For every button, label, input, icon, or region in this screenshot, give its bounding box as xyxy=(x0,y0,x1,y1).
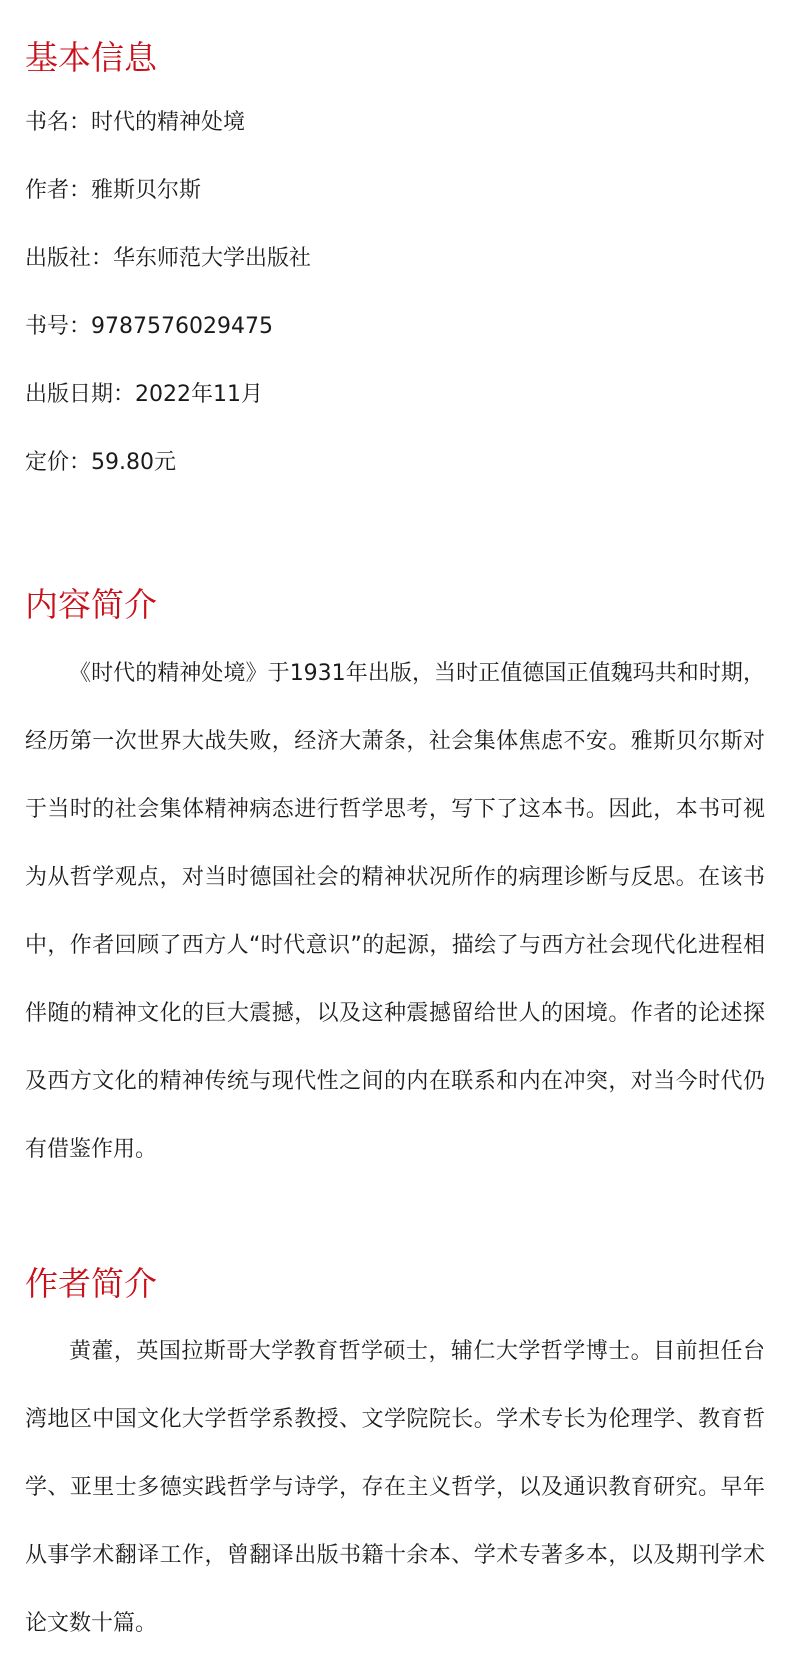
content-intro-heading: 内容简介 xyxy=(25,585,157,624)
info-publish-date: 出版日期：2022年11月 xyxy=(25,382,263,407)
basic-info-heading: 基本信息 xyxy=(25,38,157,77)
info-author: 作者：雅斯贝尔斯 xyxy=(25,178,202,203)
author-intro-text: 黄藿，英国拉斯哥大学教育哲学硕士，辅仁大学哲学博士。目前担任台湾地区中国文化大学哲学系教授、文学院院长。学术专长为伦理学、教育哲学、亚里士多德实践哲学与诗学，存在主义哲学，以及通识教育研究。早年从事学术翻译工作，曾翻译出版书籍十余本、学术专著多本，以及期刊学术论文数十篇。 xyxy=(25,1339,765,1636)
info-publisher: 出版社：华东师范大学出版社 xyxy=(25,246,312,271)
info-isbn: 书号：9787576029475 xyxy=(25,314,273,339)
content-intro-text: 《时代的精神处境》于1931年出版，当时正值德国正值魏玛共和时期，经历第一次世界大战失败，经济大萧条，社会集体焦虑不安。雅斯贝尔斯对于当时的社会集体精神病态进行哲学思考，写下了这本书。因此，本书可视为从哲学观点，对当时德国社会的精神状况所作的病理诊断与反思。在该书中，作者回顾了西方人“时代意识”的起源，描绘了与西方社会现代化进程相伴随的精神文化的巨大震撼，以及这种震撼留给世人的困境。作者的论述探及西方文化的精神传统与现代性之间的内在联系和内在冲突，对当今时代仍有借鉴作用。 xyxy=(25,661,765,1162)
basic-info-list xyxy=(25,109,311,517)
info-price: 定价：59.80元 xyxy=(25,450,176,475)
author-intro-heading: 作者简介 xyxy=(25,1264,157,1303)
info-book-title: 书名：时代的精神处境 xyxy=(25,110,246,135)
